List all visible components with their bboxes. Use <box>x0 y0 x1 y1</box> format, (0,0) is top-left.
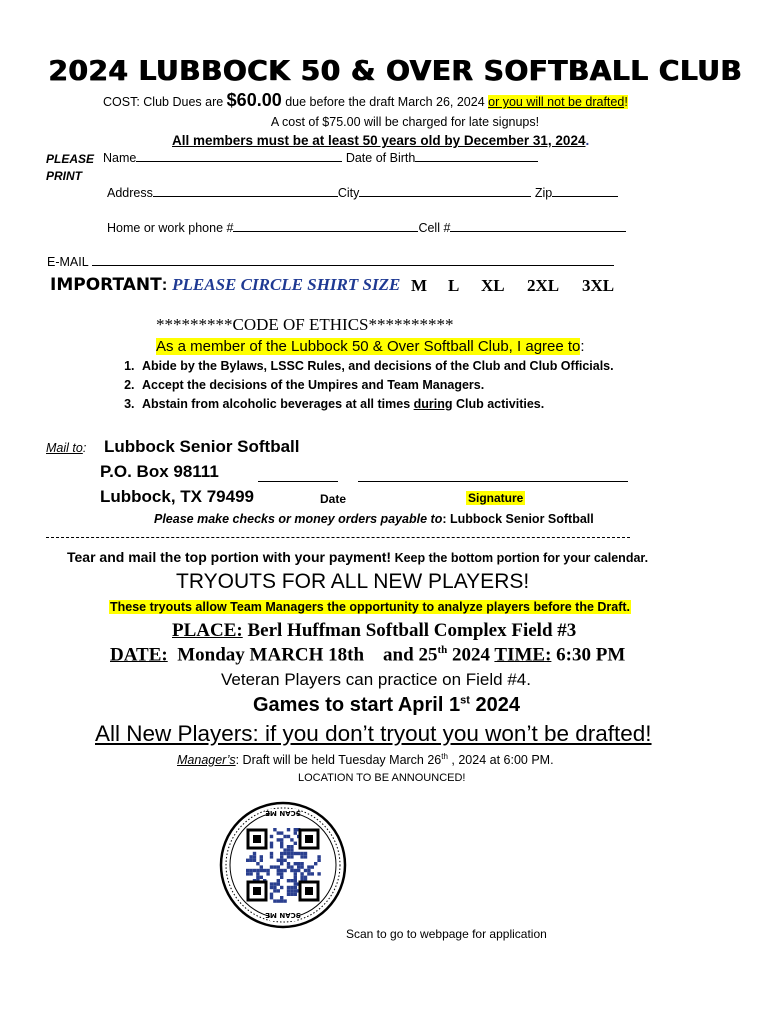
location-note: LOCATION TO BE ANNOUNCED! <box>298 772 466 784</box>
qr-module <box>287 865 290 868</box>
ethics-intro-end: : <box>580 338 585 355</box>
qr-module <box>317 859 320 862</box>
qr-module <box>297 869 300 872</box>
place-label: PLACE: <box>172 620 243 641</box>
qr-module <box>300 872 303 875</box>
draft-text: : Draft will be held Tuesday March 26 <box>235 753 442 768</box>
qr-module <box>290 855 293 858</box>
phone-label: Home or work phone # <box>107 221 234 235</box>
qr-module <box>273 828 276 831</box>
tryout-time-label: TIME: <box>494 644 552 666</box>
qr-module <box>280 899 283 902</box>
qr-module <box>294 828 297 831</box>
size-3xl[interactable]: 3XL <box>582 276 615 295</box>
qr-module <box>317 872 320 875</box>
games-start-text: Games to start April 1 <box>253 694 461 716</box>
qr-module <box>270 896 273 899</box>
qr-module <box>287 845 290 848</box>
qr-module <box>280 869 283 872</box>
qr-module <box>287 835 290 838</box>
qr-module <box>280 838 283 841</box>
signature-field[interactable] <box>358 466 628 482</box>
qr-module <box>270 842 273 845</box>
qr-module <box>287 848 290 851</box>
please-label: PLEASE <box>46 152 95 166</box>
address-row <box>107 186 618 200</box>
new-players-warning: All New Players: if you don’t tryout you won’t be drafted! <box>95 721 652 746</box>
qr-module <box>280 872 283 875</box>
qr-module <box>256 876 259 879</box>
games-start <box>253 694 520 717</box>
qr-code[interactable] <box>218 800 348 930</box>
qr-module <box>277 872 280 875</box>
qr-ring-bottom-label: SCAN ME <box>265 911 301 919</box>
qr-module <box>246 869 249 872</box>
address-label: Address <box>107 186 153 200</box>
qr-module <box>260 869 263 872</box>
qr-module <box>253 852 256 855</box>
qr-module <box>314 862 317 865</box>
qr-module <box>290 845 293 848</box>
ethics-intro <box>156 338 585 355</box>
qr-module <box>256 872 259 875</box>
qr-module <box>260 855 263 858</box>
qr-module <box>260 865 263 868</box>
qr-module <box>300 862 303 865</box>
qr-module <box>294 876 297 879</box>
page-title: 2024 LUBBOCK 50 & OVER SOFTBALL CLUB <box>48 54 742 87</box>
tryout-date-year: 2024 <box>447 644 495 666</box>
checks-note: Please make checks or money orders payable to: Lubbock Senior Softball <box>154 512 594 526</box>
qr-module <box>300 865 303 868</box>
email-field[interactable] <box>92 265 614 266</box>
qr-module <box>273 886 276 889</box>
tryout-date-value: Monday MARCH 18th and 25 <box>167 644 438 666</box>
qr-module <box>260 876 263 879</box>
qr-module <box>253 869 256 872</box>
qr-module <box>290 886 293 889</box>
cost-prefix: COST: Club Dues are <box>103 95 227 109</box>
qr-module <box>270 845 273 848</box>
qr-module <box>287 828 290 831</box>
name-row <box>103 151 538 165</box>
qr-module <box>290 879 293 882</box>
qr-module <box>253 859 256 862</box>
qr-module <box>307 865 310 868</box>
city-label: City <box>337 186 360 200</box>
qr-module <box>294 872 297 875</box>
name-label: Name <box>103 151 137 165</box>
qr-module <box>280 831 283 834</box>
qr-module <box>287 855 290 858</box>
qr-module <box>300 855 303 858</box>
qr-module <box>290 893 293 896</box>
qr-module <box>287 886 290 889</box>
draft-text-end: , 2024 at 6:00 PM. <box>447 753 554 768</box>
mail-to-colon: : <box>82 441 87 455</box>
qr-module <box>280 852 283 855</box>
qr-module <box>249 855 252 858</box>
qr-module <box>277 869 280 872</box>
qr-module <box>270 893 273 896</box>
dob-field[interactable] <box>415 161 538 162</box>
qr-module <box>277 899 280 902</box>
qr-module <box>290 869 293 872</box>
rule-3-end: Club activities. <box>452 397 545 411</box>
qr-module <box>256 869 259 872</box>
qr-module <box>273 882 276 885</box>
signature-label: Signature <box>468 491 524 505</box>
cell-field[interactable] <box>450 231 626 232</box>
qr-module <box>300 852 303 855</box>
qr-module <box>311 872 314 875</box>
draft-warning: or you will not be drafted <box>488 95 625 109</box>
qr-module <box>294 893 297 896</box>
qr-module <box>249 859 252 862</box>
date-field[interactable] <box>258 466 338 482</box>
mail-address-line1: Lubbock Senior Softball <box>104 437 300 456</box>
qr-module <box>277 831 280 834</box>
place-line <box>172 620 576 642</box>
qr-module <box>249 872 252 875</box>
qr-module <box>280 886 283 889</box>
checks-note-text: Please make checks or money orders payable to <box>154 512 443 526</box>
tryouts-note: These tryouts allow Team Managers the opportunity to analyze players before the Draft. <box>110 600 631 614</box>
tryout-time-value: 6:30 PM <box>551 644 626 666</box>
qr-module <box>280 855 283 858</box>
qr-module <box>256 862 259 865</box>
place-value: Berl Huffman Softball Complex Field #3 <box>242 620 577 641</box>
qr-module <box>294 869 297 872</box>
qr-module <box>277 889 280 892</box>
qr-module <box>270 865 273 868</box>
qr-module <box>294 882 297 885</box>
qr-module <box>294 886 297 889</box>
name-field[interactable] <box>136 161 342 162</box>
qr-module <box>263 869 266 872</box>
qr-module <box>294 842 297 845</box>
mail-to-label <box>46 441 86 455</box>
rule-3-text: Abstain from alcoholic beverages at all times <box>142 397 414 411</box>
mail-address-line3: Lubbock, TX 79499 <box>100 487 254 506</box>
email-row <box>47 255 614 269</box>
qr-module <box>277 882 280 885</box>
qr-module <box>304 876 307 879</box>
cost-line <box>103 90 628 111</box>
phone-row <box>107 221 626 235</box>
ethics-rules <box>116 357 614 414</box>
qr-module <box>297 862 300 865</box>
qr-module <box>304 852 307 855</box>
tryouts-heading: TRYOUTS FOR ALL NEW PLAYERS! <box>176 570 530 593</box>
qr-module <box>294 879 297 882</box>
qr-module <box>277 865 280 868</box>
qr-module <box>246 872 249 875</box>
qr-module <box>280 842 283 845</box>
qr-module <box>260 859 263 862</box>
qr-module <box>317 855 320 858</box>
draft-warning-end: ! <box>624 95 628 109</box>
games-start-year: 2024 <box>469 694 520 716</box>
qr-module <box>304 869 307 872</box>
qr-module <box>283 869 286 872</box>
tryout-date-label: DATE: <box>110 644 168 666</box>
tear-instruction <box>67 549 648 567</box>
shirt-size-row <box>50 275 400 295</box>
tear-sub: Keep the bottom portion for your calendar. <box>391 551 649 565</box>
qr-module <box>304 855 307 858</box>
qr-module <box>283 848 286 851</box>
qr-module <box>280 859 283 862</box>
qr-module <box>287 893 290 896</box>
dues-amount: $60.00 <box>226 90 282 110</box>
qr-module <box>280 876 283 879</box>
size-xl[interactable]: XL <box>481 276 505 295</box>
qr-module <box>280 845 283 848</box>
qr-module <box>300 876 303 879</box>
qr-module <box>287 852 290 855</box>
qr-module <box>283 835 286 838</box>
shirt-instruction: PLEASE CIRCLE SHIRT SIZE <box>172 275 401 294</box>
qr-caption: Scan to go to webpage for application <box>346 927 547 941</box>
qr-module <box>277 879 280 882</box>
draft-label: Manager’s <box>177 753 236 768</box>
qr-module <box>273 889 276 892</box>
qr-module <box>270 852 273 855</box>
ethics-rule: 1. Abide by the Bylaws, LSSC Rules, and decisions of the Club and Club Officials. <box>138 357 614 376</box>
qr-module <box>287 862 290 865</box>
tryout-date-sup: th <box>437 644 448 656</box>
date-time-line <box>110 644 625 666</box>
age-rule-end: . <box>585 133 590 148</box>
mail-address-line2: P.O. Box 98111 <box>100 462 219 481</box>
games-start-sup: st <box>460 694 470 707</box>
ethics-rule <box>138 395 614 414</box>
cost-middle: due before the draft March 26, 2024 <box>281 95 489 109</box>
qr-module <box>307 872 310 875</box>
age-rule <box>172 133 589 148</box>
qr-module <box>290 865 293 868</box>
qr-module <box>270 835 273 838</box>
qr-module <box>307 869 310 872</box>
size-2xl[interactable]: 2XL <box>527 276 560 295</box>
qr-module <box>270 882 273 885</box>
qr-module <box>266 872 269 875</box>
zip-label: Zip <box>534 186 553 200</box>
age-rule-text: All members must be at least 50 years old by December 31, 2024 <box>172 133 586 148</box>
qr-module <box>297 852 300 855</box>
qr-module <box>290 848 293 851</box>
veteran-note: Veteran Players can practice on Field #4. <box>221 670 531 689</box>
qr-module <box>290 838 293 841</box>
important-colon: : <box>161 275 168 294</box>
qr-module <box>273 899 276 902</box>
zip-field[interactable] <box>552 196 618 197</box>
print-label: PRINT <box>46 169 82 183</box>
qr-module <box>277 859 280 862</box>
qr-module <box>253 855 256 858</box>
qr-module <box>270 855 273 858</box>
cell-label: Cell # <box>418 221 451 235</box>
phone-field[interactable] <box>233 231 418 232</box>
qr-module <box>270 886 273 889</box>
qr-module <box>297 865 300 868</box>
checks-payee: Lubbock Senior Softball <box>449 512 594 526</box>
qr-module <box>249 869 252 872</box>
size-m[interactable]: M <box>411 276 428 295</box>
qr-module <box>287 889 290 892</box>
ethics-heading: *********CODE OF ETHICS********** <box>156 315 454 334</box>
late-fee-note: A cost of $75.00 will be charged for late signups! <box>270 115 540 129</box>
ethics-rule: 2. Accept the decisions of the Umpires and Team Managers. <box>138 376 614 395</box>
qr-module <box>290 889 293 892</box>
important-label: IMPORTANT <box>50 275 162 295</box>
rule-3-underline: during <box>413 397 453 411</box>
size-l[interactable]: L <box>448 276 460 295</box>
dob-label: Date of Birth <box>345 151 416 165</box>
qr-module <box>294 889 297 892</box>
qr-module <box>311 865 314 868</box>
qr-module <box>277 838 280 841</box>
city-field[interactable] <box>359 196 531 197</box>
email-label: E-MAIL <box>47 255 89 269</box>
qr-code-graphic <box>218 800 348 930</box>
ethics-intro-text: As a member of the Lubbock 50 & Over Softball Club, I agree to <box>156 338 581 355</box>
qr-module <box>283 859 286 862</box>
qr-module <box>294 831 297 834</box>
mail-to-text: Mail to <box>46 441 83 455</box>
date-label: Date <box>320 492 347 506</box>
qr-module <box>246 859 249 862</box>
tear-main: Tear and mail the top portion with your payment! <box>67 549 392 565</box>
qr-module <box>283 899 286 902</box>
qr-module <box>290 852 293 855</box>
qr-module <box>273 865 276 868</box>
tear-line <box>46 537 630 538</box>
qr-module <box>280 896 283 899</box>
qr-ring-top-label: SCAN ME <box>265 809 301 817</box>
qr-module <box>287 879 290 882</box>
address-field[interactable] <box>153 196 338 197</box>
qr-module <box>294 862 297 865</box>
qr-module <box>266 869 269 872</box>
qr-module <box>294 852 297 855</box>
qr-module <box>283 852 286 855</box>
draft-note <box>177 752 554 767</box>
qr-module <box>280 862 283 865</box>
draft-sup: th <box>441 752 448 761</box>
